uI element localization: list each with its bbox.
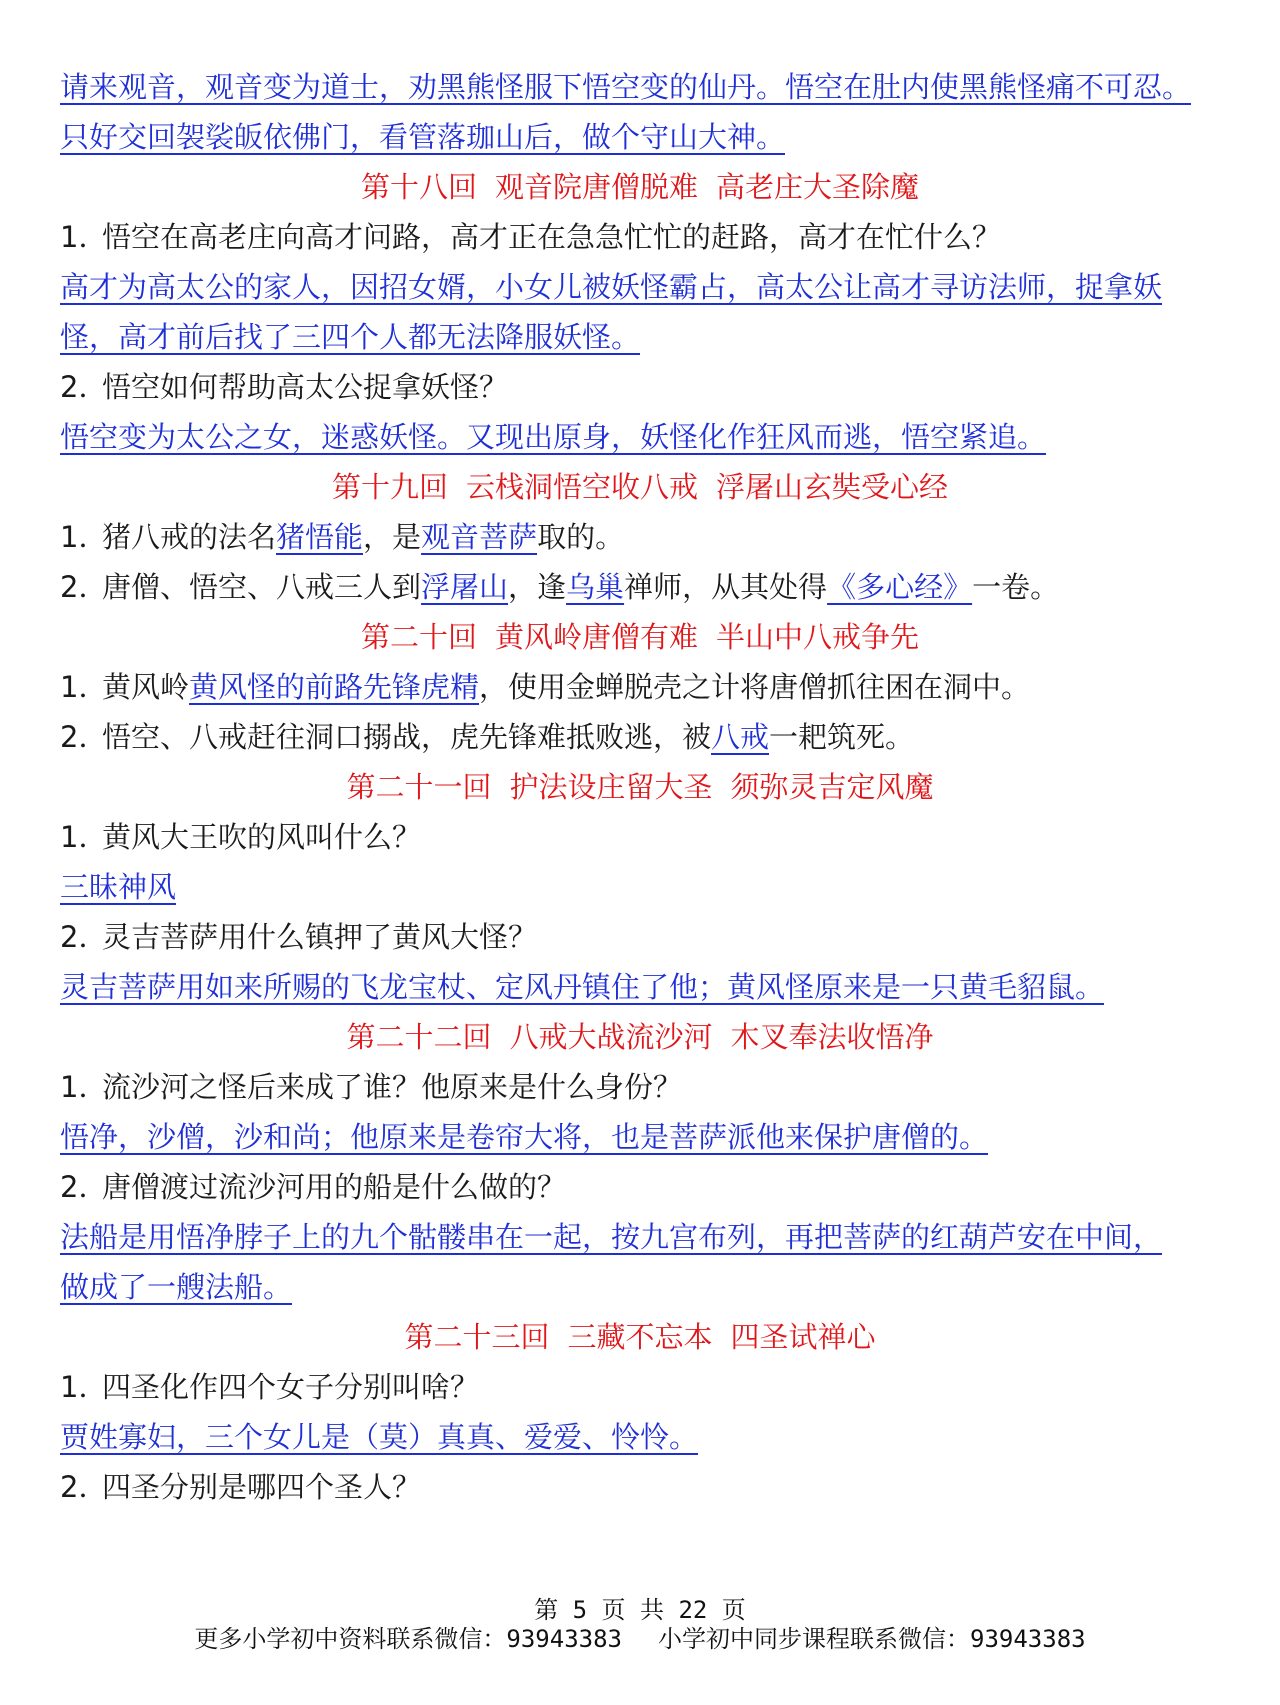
chapter-title-18 bbox=[60, 162, 1220, 212]
question-text: 黄风大王吹的风叫什么？ bbox=[102, 820, 422, 854]
blank-answer: 猪悟能 bbox=[276, 520, 364, 554]
question-text: 一卷。 bbox=[972, 570, 1060, 604]
answer-text: 高才为高太公的家人，因招女婿，小女儿被妖怪霸占，高太公让高才寻访法师，捉拿妖 bbox=[60, 270, 1163, 304]
answer-text: 只好交回袈裟皈依佛门，看管落珈山后，做个守山大神。 bbox=[60, 120, 786, 154]
contact-right: 小学初中同步课程联系微信：93943383 bbox=[658, 1625, 1086, 1653]
chapter-subtitle: 云栈洞悟空收八戒 bbox=[465, 470, 698, 504]
question-text: 四圣化作四个女子分别叫啥？ bbox=[102, 1370, 480, 1404]
question-text: 四圣分别是哪四个圣人？ bbox=[102, 1470, 422, 1504]
answer bbox=[60, 1112, 1220, 1162]
question-number: 2． bbox=[60, 1470, 108, 1504]
blank-answer: 黄风怪的前路先锋虎精 bbox=[189, 670, 480, 704]
answer-text: 法船是用悟净脖子上的九个骷髅串在一起，按九宫布列，再把菩萨的红葫芦安在中间， bbox=[60, 1220, 1163, 1254]
blank-answer: 乌巢 bbox=[566, 570, 625, 604]
chapter-title-21 bbox=[60, 762, 1220, 812]
chapter-subtitle: 八戒大战流沙河 bbox=[509, 1020, 713, 1054]
question-text: ，是 bbox=[363, 520, 422, 554]
question bbox=[60, 812, 1220, 862]
fill-in-question bbox=[60, 662, 1220, 712]
chapter-number: 第十八回 bbox=[360, 170, 477, 204]
fill-in-question bbox=[60, 562, 1220, 612]
answer bbox=[60, 412, 1220, 462]
answer-text: 贾姓寡妇，三个女儿是（莫）真真、爱爱、怜怜。 bbox=[60, 1420, 699, 1454]
chapter-subtitle: 高老庄大圣除魔 bbox=[716, 170, 920, 204]
chapter-subtitle: 木叉奉法收悟净 bbox=[730, 1020, 934, 1054]
question-text: 猪八戒的法名 bbox=[102, 520, 277, 554]
page-number: 第 5 页 共 22 页 bbox=[534, 1596, 746, 1624]
question-text: 唐僧渡过流沙河用的船是什么做的？ bbox=[102, 1170, 567, 1204]
question bbox=[60, 1162, 1220, 1212]
answer-text: 悟净，沙僧，沙和尚；他原来是卷帘大将，也是菩萨派他来保护唐僧的。 bbox=[60, 1120, 989, 1154]
question-number: 2． bbox=[60, 370, 108, 404]
question-text: 悟空在高老庄向高才问路，高才正在急急忙忙的赶路，高才在忙什么？ bbox=[102, 220, 1002, 254]
chapter-number: 第二十三回 bbox=[404, 1320, 550, 1354]
question-number: 2． bbox=[60, 1170, 108, 1204]
blank-answer: 《多心经》 bbox=[827, 570, 973, 604]
chapter-title-19 bbox=[60, 462, 1220, 512]
question bbox=[60, 1462, 1220, 1512]
question-number: 1． bbox=[60, 1370, 108, 1404]
question-number: 2． bbox=[60, 720, 108, 754]
chapter-number: 第十九回 bbox=[331, 470, 448, 504]
answer-text: 怪，高才前后找了三四个人都无法降服妖怪。 bbox=[60, 320, 641, 354]
question-text: 取的。 bbox=[537, 520, 625, 554]
question-text: 禅师，从其处得 bbox=[624, 570, 828, 604]
question-text: 流沙河之怪后来成了谁？他原来是什么身份？ bbox=[102, 1070, 683, 1104]
fill-in-question bbox=[60, 512, 1220, 562]
answer bbox=[60, 862, 1220, 912]
question-text: ，逢 bbox=[508, 570, 567, 604]
question bbox=[60, 362, 1220, 412]
question-text: 灵吉菩萨用什么镇押了黄风大怪？ bbox=[102, 920, 538, 954]
question-number: 1． bbox=[60, 670, 108, 704]
question bbox=[60, 912, 1220, 962]
blank-answer: 浮屠山 bbox=[421, 570, 509, 604]
answer bbox=[60, 1412, 1220, 1462]
chapter-number: 第二十二回 bbox=[346, 1020, 492, 1054]
question-text: 悟空、八戒赶往洞口搦战，虎先锋难抵败逃，被 bbox=[102, 720, 712, 754]
question-number: 1． bbox=[60, 1070, 108, 1104]
answer-continuation bbox=[60, 62, 1220, 162]
chapter-subtitle: 四圣试禅心 bbox=[730, 1320, 876, 1354]
answer-text: 灵吉菩萨用如来所赐的飞龙宝杖、定风丹镇住了他；黄风怪原来是一只黄毛貂鼠。 bbox=[60, 970, 1105, 1004]
answer-text: 做成了一艘法船。 bbox=[60, 1270, 293, 1304]
chapter-subtitle: 须弥灵吉定风魔 bbox=[730, 770, 934, 804]
blank-answer: 八戒 bbox=[711, 720, 770, 754]
question-text: ，使用金蝉脱壳之计将唐僧抓往困在洞中。 bbox=[479, 670, 1031, 704]
document-page bbox=[60, 62, 1220, 1512]
chapter-subtitle: 半山中八戒争先 bbox=[716, 620, 920, 654]
chapter-subtitle: 黄风岭唐僧有难 bbox=[494, 620, 698, 654]
question bbox=[60, 212, 1220, 262]
answer bbox=[60, 962, 1220, 1012]
answer-text: 三昧神风 bbox=[60, 870, 177, 904]
chapter-title-22 bbox=[60, 1012, 1220, 1062]
question-text: 唐僧、悟空、八戒三人到 bbox=[102, 570, 422, 604]
chapter-title-20 bbox=[60, 612, 1220, 662]
chapter-number: 第二十回 bbox=[360, 620, 477, 654]
question-number: 2． bbox=[60, 920, 108, 954]
answer bbox=[60, 1212, 1220, 1312]
fill-in-question bbox=[60, 712, 1220, 762]
chapter-subtitle: 观音院唐僧脱难 bbox=[494, 170, 698, 204]
question-text: 一耙筑死。 bbox=[769, 720, 915, 754]
chapter-number: 第二十一回 bbox=[346, 770, 492, 804]
answer-text: 请来观音，观音变为道士，劝黑熊怪服下悟空变的仙丹。悟空在肚内使黑熊怪痛不可忍。 bbox=[60, 70, 1192, 104]
contact-footer bbox=[0, 1624, 1280, 1654]
chapter-subtitle: 三藏不忘本 bbox=[567, 1320, 713, 1354]
question bbox=[60, 1062, 1220, 1112]
answer-text: 悟空变为太公之女，迷惑妖怪。又现出原身，妖怪化作狂风而逃，悟空紧追。 bbox=[60, 420, 1047, 454]
question-number: 1． bbox=[60, 820, 108, 854]
chapter-subtitle: 护法设庄留大圣 bbox=[509, 770, 713, 804]
chapter-subtitle: 浮屠山玄奘受心经 bbox=[716, 470, 949, 504]
question-number: 1． bbox=[60, 220, 108, 254]
question-text: 悟空如何帮助高太公捉拿妖怪？ bbox=[102, 370, 509, 404]
question-number: 1． bbox=[60, 520, 108, 554]
contact-left: 更多小学初中资料联系微信：93943383 bbox=[194, 1625, 622, 1653]
chapter-title-23 bbox=[60, 1312, 1220, 1362]
question bbox=[60, 1362, 1220, 1412]
blank-answer: 观音菩萨 bbox=[421, 520, 538, 554]
answer bbox=[60, 262, 1220, 362]
question-number: 2． bbox=[60, 570, 108, 604]
question-text: 黄风岭 bbox=[102, 670, 190, 704]
